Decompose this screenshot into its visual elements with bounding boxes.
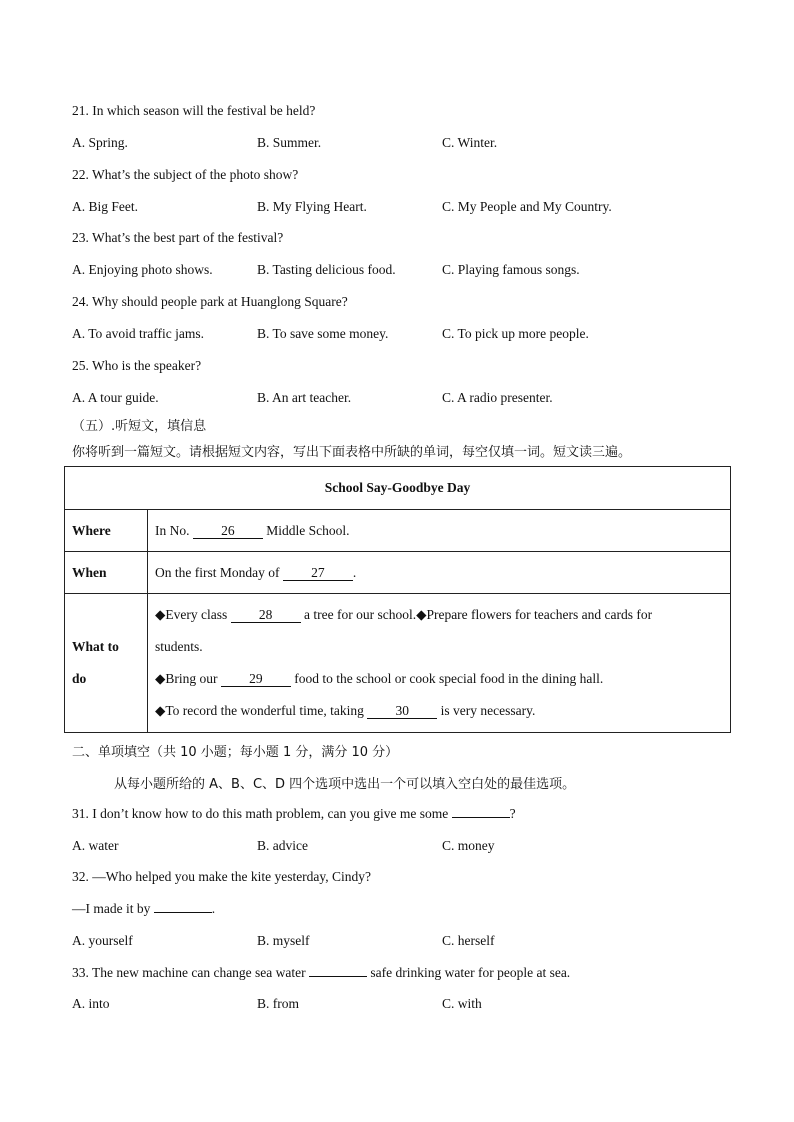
question-23-stem: 23. What’s the best part of the festival? [72,230,284,245]
todo-2-pre: ◆Bring our [155,671,221,686]
question-33-option-c: C. with [442,996,482,1011]
table-title: School Say-Goodbye Day [65,467,731,510]
when-label: When [65,552,148,594]
question-25-option-b: B. An art teacher. [257,390,352,405]
question-31-post: ? [509,806,516,821]
where-value [148,510,731,552]
blank-29: 29 [221,672,291,687]
question-32-blank [154,912,212,913]
question-32-answer-pre: —I made it by [72,901,154,916]
info-table [64,466,731,733]
question-33-option-b: B. from [257,996,299,1011]
question-33-option-a: A. into [72,996,110,1011]
question-25-option-c: C. A radio presenter. [442,390,553,405]
what-to-do-label-line-1: What to [72,639,119,654]
question-31-stem [72,806,516,822]
question-23-option-c: C. Playing famous songs. [442,262,580,277]
question-33-post: safe drinking water for people at sea. [367,965,571,980]
question-24-option-a: A. To avoid traffic jams. [72,326,205,341]
question-31-option-a: A. water [72,838,119,853]
question-22-option-b: B. My Flying Heart. [257,199,367,214]
part-2-instruction: 从每小题所给的 A、B、C、D 四个选项中选出一个可以填入空白处的最佳选项。 [114,777,576,792]
todo-item-1 [155,599,723,631]
blank-28: 28 [231,608,301,623]
part-2-title: 二、单项填空（共 10 小题；每小题 1 分，满分 10 分） [72,745,399,760]
todo-item-1-continued: students. [155,639,203,654]
question-22-option-a: A. Big Feet. [72,199,138,214]
todo-item-3 [155,695,723,727]
question-33-pre: 33. The new machine can change sea water [72,965,310,980]
question-31-option-b: B. advice [257,838,308,853]
question-32-answer [72,901,215,917]
where-label: Where [65,510,148,552]
todo-3-post: is very necessary. [437,703,536,718]
what-to-do-label-line-2: do [72,671,87,686]
question-22-stem: 22. What’s the subject of the photo show? [72,167,299,182]
question-22-option-c: C. My People and My Country. [442,199,612,214]
what-to-do-value [148,594,731,733]
blank-27: 27 [283,566,353,581]
question-24-option-c: C. To pick up more people. [442,326,589,341]
question-21-option-a: A. Spring. [72,135,128,150]
question-33-blank [309,976,367,977]
todo-3-pre: ◆To record the wonderful time, taking [155,703,368,718]
question-23-option-b: B. Tasting delicious food. [257,262,396,277]
question-32-option-b: B. myself [257,933,310,948]
question-25-stem: 25. Who is the speaker? [72,358,202,373]
question-32-option-c: C. herself [442,933,495,948]
when-value [148,552,731,594]
section-5-title: （五）.听短文，填信息 [72,419,207,434]
where-pre: In No. [155,522,193,538]
when-pre: On the first Monday of [155,564,283,580]
question-31-blank [452,817,510,818]
question-24-stem: 24. Why should people park at Huanglong Square? [72,294,348,309]
blank-26: 26 [193,524,263,539]
question-33-stem [72,965,570,981]
todo-item-2 [155,663,723,695]
question-32-option-a: A. yourself [72,933,133,948]
when-post: . [352,564,357,580]
question-21-option-c: C. Winter. [442,135,498,150]
question-32-stem: 32. —Who helped you make the kite yesterday, Cindy? [72,869,372,884]
question-31-option-c: C. money [442,838,495,853]
what-to-do-label [65,594,148,733]
section-5-instruction: 你将听到一篇短文。请根据短文内容，写出下面表格中所缺的单词，每空仅填一词。短文读三遍。 [72,445,632,460]
question-32-answer-post: . [211,901,216,916]
question-25-option-a: A. A tour guide. [72,390,159,405]
todo-1-post: a tree for our school.◆Prepare flowers for teachers and cards for [300,607,653,622]
question-24-option-b: B. To save some money. [257,326,389,341]
question-21-stem: 21. In which season will the festival be held? [72,103,316,118]
blank-30: 30 [367,704,437,719]
todo-2-post: food to the school or cook special food in the dining hall. [290,671,604,686]
question-21-option-b: B. Summer. [257,135,322,150]
question-31-pre: 31. I don’t know how to do this math problem, can you give me some [72,806,452,821]
todo-1-pre: ◆Every class [155,607,231,622]
where-post: Middle School. [262,522,350,538]
question-23-option-a: A. Enjoying photo shows. [72,262,213,277]
